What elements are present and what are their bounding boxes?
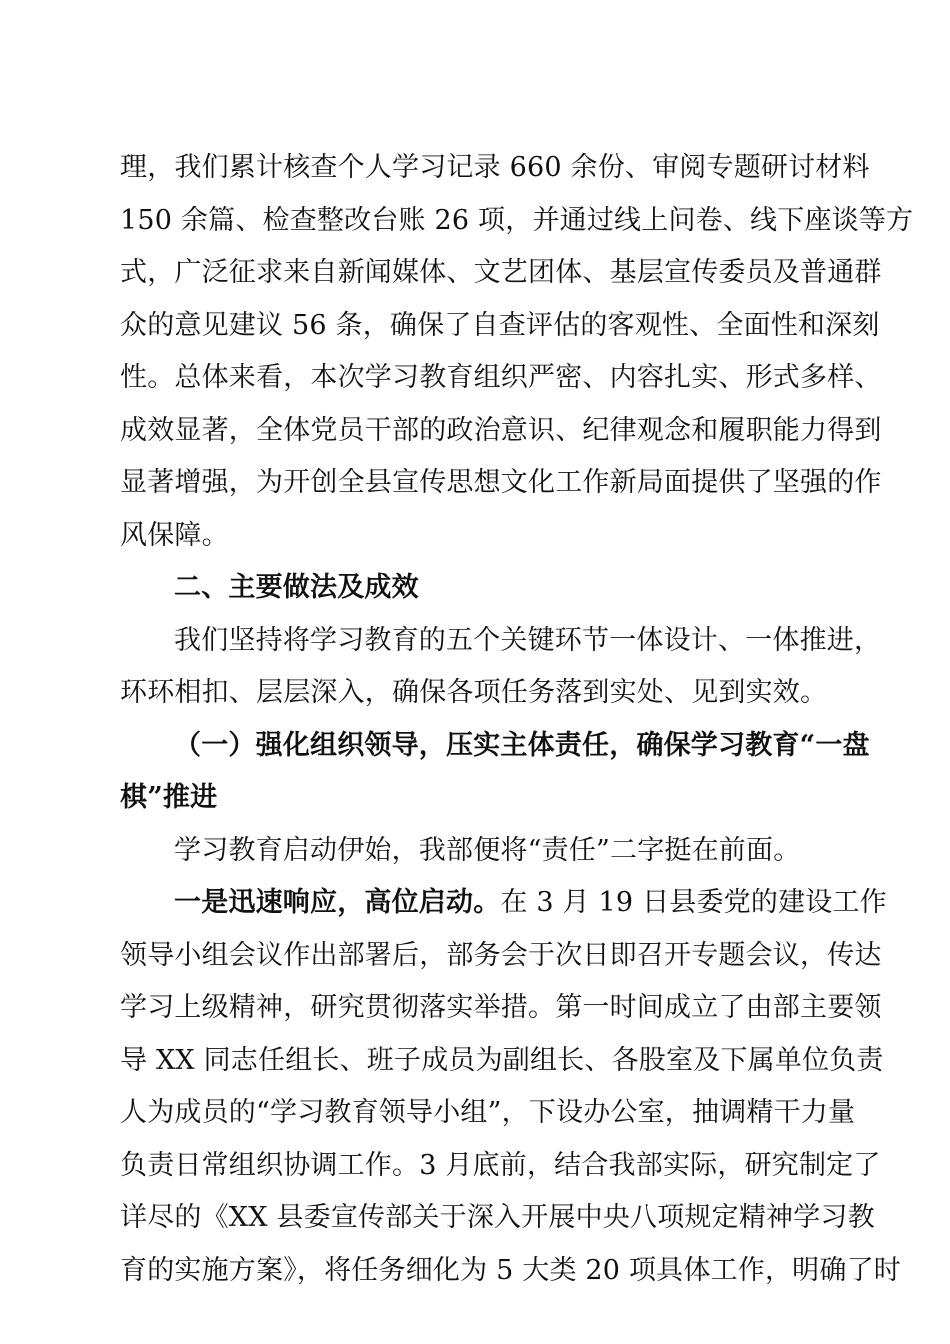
- text-run: 在 3 月 19 日县委党的建设工作: [500, 887, 887, 918]
- text-line: 详尽的《XX 县委宣传部关于深入开展中央八项规定精神学习教: [120, 1202, 875, 1233]
- document-body: [120, 142, 914, 1297]
- subheading-line: （一）强化组织领导，压实主体责任，确保学习教育“一盘: [174, 729, 870, 761]
- subheading-line: 棋”推进: [120, 782, 218, 813]
- text-line: 领导小组会议作出部署后，部务会于次日即召开专题会议，传达: [120, 939, 882, 971]
- paragraph-approach: [120, 615, 882, 720]
- lead-phrase: 一是迅速响应，高位启动。: [174, 887, 501, 918]
- subheading-organization: [120, 720, 870, 825]
- text-line: 学习上级精神，研究贯彻落实举措。第一时间成立了由部主要领: [120, 992, 882, 1023]
- text-line: 导 XX 同志任组长、班子成员为副组长、各股室及下属单位负责: [120, 1044, 884, 1076]
- paragraph-responsibility: 学习教育启动伊始，我部便将“责任”二字挺在前面。: [174, 834, 801, 866]
- text-line: 式，广泛征求来自新闻媒体、文艺团体、基层宣传委员及普通群: [120, 257, 882, 288]
- paragraph-self-assessment: [120, 142, 914, 562]
- section-heading: 二、主要做法及成效: [174, 572, 419, 603]
- text-line: 显著增强，为开创全县宣传思想文化工作新局面提供了坚强的作: [120, 467, 882, 498]
- paragraph-rapid-response: [120, 877, 901, 1297]
- text-line: 成效显著，全体党员干部的政治意识、纪律观念和履职能力得到: [120, 414, 882, 446]
- text-line: 人为成员的“学习教育领导小组”，下设办公室，抽调精干力量: [120, 1097, 856, 1128]
- text-line: 负责日常组织协调工作。3 月底前，结合我部实际，研究制定了: [120, 1149, 881, 1181]
- text-line: 育的实施方案》，将任务细化为 5 大类 20 项具体工作，明确了时: [120, 1254, 901, 1286]
- text-line: 性。总体来看，本次学习教育组织严密、内容扎实、形式多样、: [120, 362, 882, 393]
- text-line: 环环相扣、层层深入，确保各项任务落到实处、见到实效。: [120, 677, 828, 708]
- text-line: 风保障。: [120, 519, 229, 551]
- text-line: 150 余篇、检查整改台账 26 项，并通过线上问卷、线下座谈等方: [120, 204, 914, 236]
- text-line: 我们坚持将学习教育的五个关键环节一体设计、一体推进，: [174, 624, 882, 656]
- text-line: 众的意见建议 56 条，确保了自查评估的客观性、全面性和深刻: [120, 309, 880, 341]
- text-line: 理，我们累计核查个人学习记录 660 余份、审阅专题研讨材料: [120, 152, 870, 183]
- text-line: [120, 877, 887, 930]
